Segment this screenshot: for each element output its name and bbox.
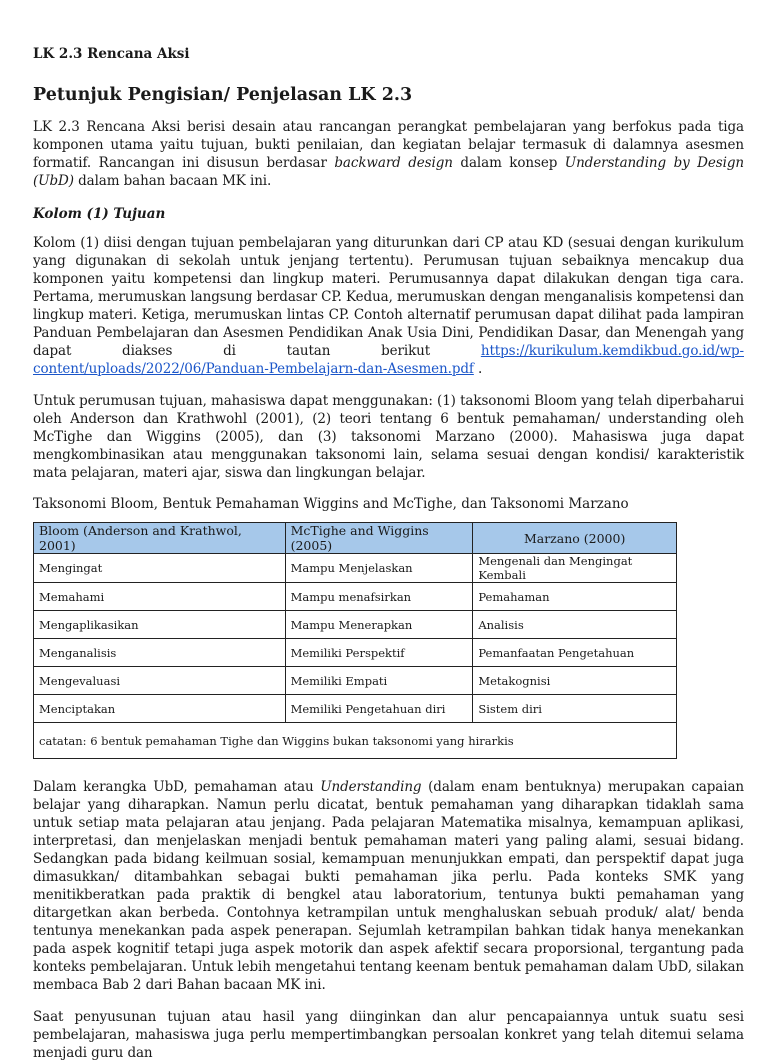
table-cell: Analisis — [473, 611, 677, 639]
table-row — [34, 639, 677, 667]
header-bloom: Bloom (Anderson and Krathwol, 2001) — [34, 523, 286, 554]
table-cell: Memiliki Pengetahuan diri — [285, 695, 473, 723]
table-cell: Mampu menafsirkan — [285, 583, 473, 611]
header-mctighe: McTighe and Wiggins (2005) — [285, 523, 473, 554]
table-cell: Pemahaman — [473, 583, 677, 611]
table-cell: Memiliki Perspektif — [285, 639, 473, 667]
header-marzano: Marzano (2000) — [473, 523, 677, 554]
ubd-paragraph: Dalam kerangka UbD, pemahaman atau Understanding (dalam enam bentuknya) merupakan capaian belajar yang diharapkan. Namun perlu dicatat, bentuk pemahaman yang diharapkan tidaklah sama untuk setiap mata pelajaran atau jenjang. Pada pelajaran Matematika misalnya, kemampuan aplikasi, interpretasi, dan menjelaskan menjadi bentuk pemahaman materi yang paling alami, sesuai bidang. Sedangkan pada bidang keilmuan sosial, kemampuan menunjukkan empati, dan perspektif dapat juga dimasukkan/ ditambahkan sebagai bukti pemahaman jika perlu. Pada konteks SMK yang menitikberatkan pada praktik di bengkel atau laboratorium, tentunya bukti pemahaman yang ditargetkan akan berbeda. Contohnya ketrampilan untuk menghaluskan sebuah produk/ alat/ benda tentunya menekankan pada aspek penerapan. Sejumlah ketrampilan bahkan tidak hanya menekankan pada aspek kognitif tetapi juga aspek motorik dan aspek afektif secara proporsional, tergantung pada konteks pembelajaran. Untuk lebih mengetahui tentang keenam bentuk pemahaman dalam UbD, silakan membaca Bab 2 dari Bahan bacaan MK ini. — [33, 779, 744, 993]
table-row — [34, 583, 677, 611]
table-cell: Menganalisis — [34, 639, 286, 667]
table-caption: Taksonomi Bloom, Bentuk Pemahaman Wiggins and McTighe, dan Taksonomi Marzano — [33, 496, 629, 512]
tujuan-paragraph: Kolom (1) diisi dengan tujuan pembelajaran yang diturunkan dari CP atau KD (sesuai dengan kurikulum yang digunakan di sekolah untuk jenjang tertentu). Perumusan tujuan sebaiknya mencakup dua komponen yaitu kompetensi dan lingkup materi. Perumusannya dapat dilakukan dengan tiga cara. Pertama, merumuskan langsung berdasar CP. Kedua, merumuskan dengan menganalisis kompetensi dan lingkup materi. Ketiga, merumuskan lintas CP. Contoh alternatif perumusan dapat dilihat pada lampiran Panduan Pembelajaran dan Asesmen Pendidikan Anak Usia Dini, Pendidikan Dasar, dan Menengah yang dapat diakses di tautan berikut https://kurikulum.kemdikbud.go.id/wp-content/uploads/2022/06/Panduan-Pembelajarn-dan-Asesmen.pdf . — [33, 235, 744, 377]
table-cell: Sistem diri — [473, 695, 677, 723]
table-cell: Mengingat — [34, 554, 286, 583]
table-cell: Menciptakan — [34, 695, 286, 723]
table-cell: Mampu Menjelaskan — [285, 554, 473, 583]
document-label: LK 2.3 Rencana Aksi — [33, 46, 190, 62]
table-cell: Mampu Menerapkan — [285, 611, 473, 639]
intro-paragraph: LK 2.3 Rencana Aksi berisi desain atau rancangan perangkat pembelajaran yang berfokus pada tiga komponen utama yaitu tujuan, bukti penilaian, dan kegiatan belajar termasuk di dalamnya asesmen formatif. Rancangan ini disusun berdasar backward design dalam konsep Understanding by Design (UbD) dalam bahan bacaan MK ini. — [33, 119, 744, 189]
table-row — [34, 695, 677, 723]
table-cell: Mengenali dan Mengingat Kembali — [473, 554, 677, 583]
table-cell: Mengevaluasi — [34, 667, 286, 695]
table-cell: Memahami — [34, 583, 286, 611]
panduan-link[interactable]: https://kurikulum.kemdikbud.go.id/wp-content/uploads/2022/06/Panduan-Pembelajarn-dan-Asesmen.pdf — [33, 343, 744, 377]
table-row — [34, 611, 677, 639]
section-title-tujuan: Kolom (1) Tujuan — [33, 206, 166, 222]
table-cell: Pemanfaatan Pengetahuan — [473, 639, 677, 667]
perumusan-paragraph: Untuk perumusan tujuan, mahasiswa dapat menggunakan: (1) taksonomi Bloom yang telah diperbaharui oleh Anderson dan Krathwohl (2001), (2) teori tentang 6 bentuk pemahaman/ understanding oleh McTighe dan Wiggins (2005), dan (3) taksonomi Marzano (2000). Mahasiswa juga dapat mengkombinasikan atau menggunakan taksonomi lain, selama sesuai dengan kondisi/ karakteristik mata pelajaran, materi ajar, siswa dan lingkungan belajar. — [33, 393, 744, 481]
table-header-row — [34, 523, 677, 554]
closing-paragraph: Saat penyusunan tujuan atau hasil yang diinginkan dan alur pencapaiannya untuk suatu sesi pembelajaran, mahasiswa juga perlu mempertimbangkan persoalan konkret yang telah ditemui selama menjadi guru dan — [33, 1009, 744, 1061]
taxonomy-table — [33, 522, 677, 759]
table-cell: Mengaplikasikan — [34, 611, 286, 639]
table-row — [34, 554, 677, 583]
table-cell: Memiliki Empati — [285, 667, 473, 695]
table-note-row — [34, 723, 677, 759]
table-row — [34, 667, 677, 695]
table-cell: Metakognisi — [473, 667, 677, 695]
page-title: Petunjuk Pengisian/ Penjelasan LK 2.3 — [33, 85, 413, 105]
table-note: catatan: 6 bentuk pemahaman Tighe dan Wiggins bukan taksonomi yang hirarkis — [34, 723, 677, 759]
